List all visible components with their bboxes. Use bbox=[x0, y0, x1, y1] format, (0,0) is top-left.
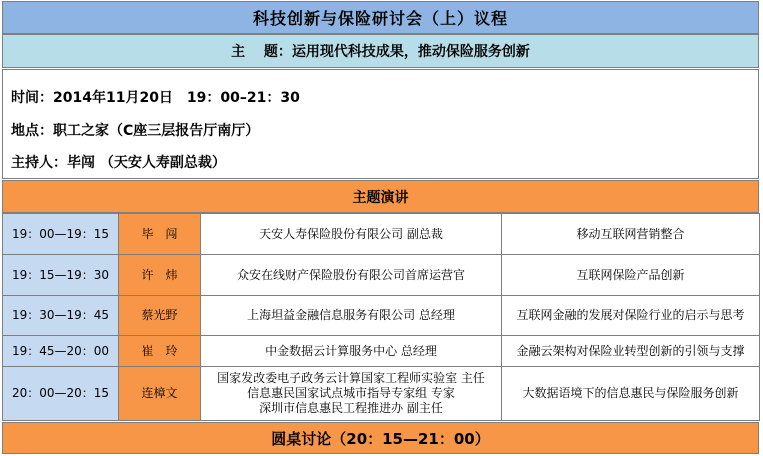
session-speaker: 连樟文 bbox=[119, 367, 201, 421]
session-topic: 金融云架构对保险业转型创新的引领与支撑 bbox=[502, 336, 760, 367]
session-speaker: 蔡光野 bbox=[119, 296, 201, 336]
org-line: 信息惠民国家试点城市指导专家组 专家 bbox=[247, 386, 455, 400]
session-org bbox=[201, 367, 502, 421]
time-line: 时间：2014年11月20日 19：00–21：30 bbox=[11, 90, 300, 106]
host-line: 主持人：毕闯 （天安人寿副总裁） bbox=[11, 155, 226, 171]
session-org bbox=[201, 296, 502, 336]
org-line: 深圳市信息惠民工程推进办 副主任 bbox=[259, 401, 443, 415]
session-speaker: 崔 玲 bbox=[119, 336, 201, 367]
org-line: 上海坦益金融信息服务有限公司 总经理 bbox=[247, 308, 455, 322]
theme-label: 主 题： bbox=[231, 44, 292, 60]
session-org bbox=[201, 255, 502, 296]
table-row bbox=[3, 214, 760, 255]
session-topic: 大数据语境下的信息惠民与保险服务创新 bbox=[502, 367, 760, 421]
session-topic: 互联网金融的发展对保险行业的启示与思考 bbox=[502, 296, 760, 336]
session-time: 19：15—19：30 bbox=[3, 255, 119, 296]
session-topic: 互联网保险产品创新 bbox=[502, 255, 760, 296]
session-speaker: 许 炜 bbox=[119, 255, 201, 296]
agenda-title: 科技创新与保险研讨会（上）议程 bbox=[2, 1, 759, 34]
info-block bbox=[2, 69, 759, 179]
session-time: 19：30—19：45 bbox=[3, 296, 119, 336]
org-line: 天安人寿保险股份有限公司 副总裁 bbox=[259, 226, 443, 241]
table-row bbox=[3, 367, 760, 421]
session-topic: 移动互联网营销整合 bbox=[502, 214, 760, 255]
section-title: 主题演讲 bbox=[2, 180, 759, 213]
org-line: 中金数据云计算服务中心 总经理 bbox=[265, 343, 437, 358]
table-row bbox=[3, 296, 760, 336]
session-org bbox=[201, 214, 502, 255]
session-time: 19：00—19：15 bbox=[3, 214, 119, 255]
session-speaker: 毕 闯 bbox=[119, 214, 201, 255]
session-org bbox=[201, 336, 502, 367]
table-row bbox=[3, 336, 760, 367]
table-row bbox=[3, 255, 760, 296]
session-table bbox=[2, 213, 760, 421]
org-line: 众安在线财产保险股份有限公司首席运营官 bbox=[236, 267, 465, 282]
place-line: 地点：职工之家（C座三层报告厅南厅） bbox=[11, 123, 260, 139]
session-time: 20：00—20：15 bbox=[3, 367, 119, 421]
theme-bar bbox=[2, 34, 759, 68]
round-table-title: 圆桌讨论（20：15—21：00） bbox=[2, 422, 759, 454]
org-line: 国家发改委电子政务云计算国家工程师实验室 主任 bbox=[217, 371, 485, 385]
session-time: 19：45—20：00 bbox=[3, 336, 119, 367]
theme-text: 运用现代科技成果，推动保险服务创新 bbox=[291, 44, 530, 60]
